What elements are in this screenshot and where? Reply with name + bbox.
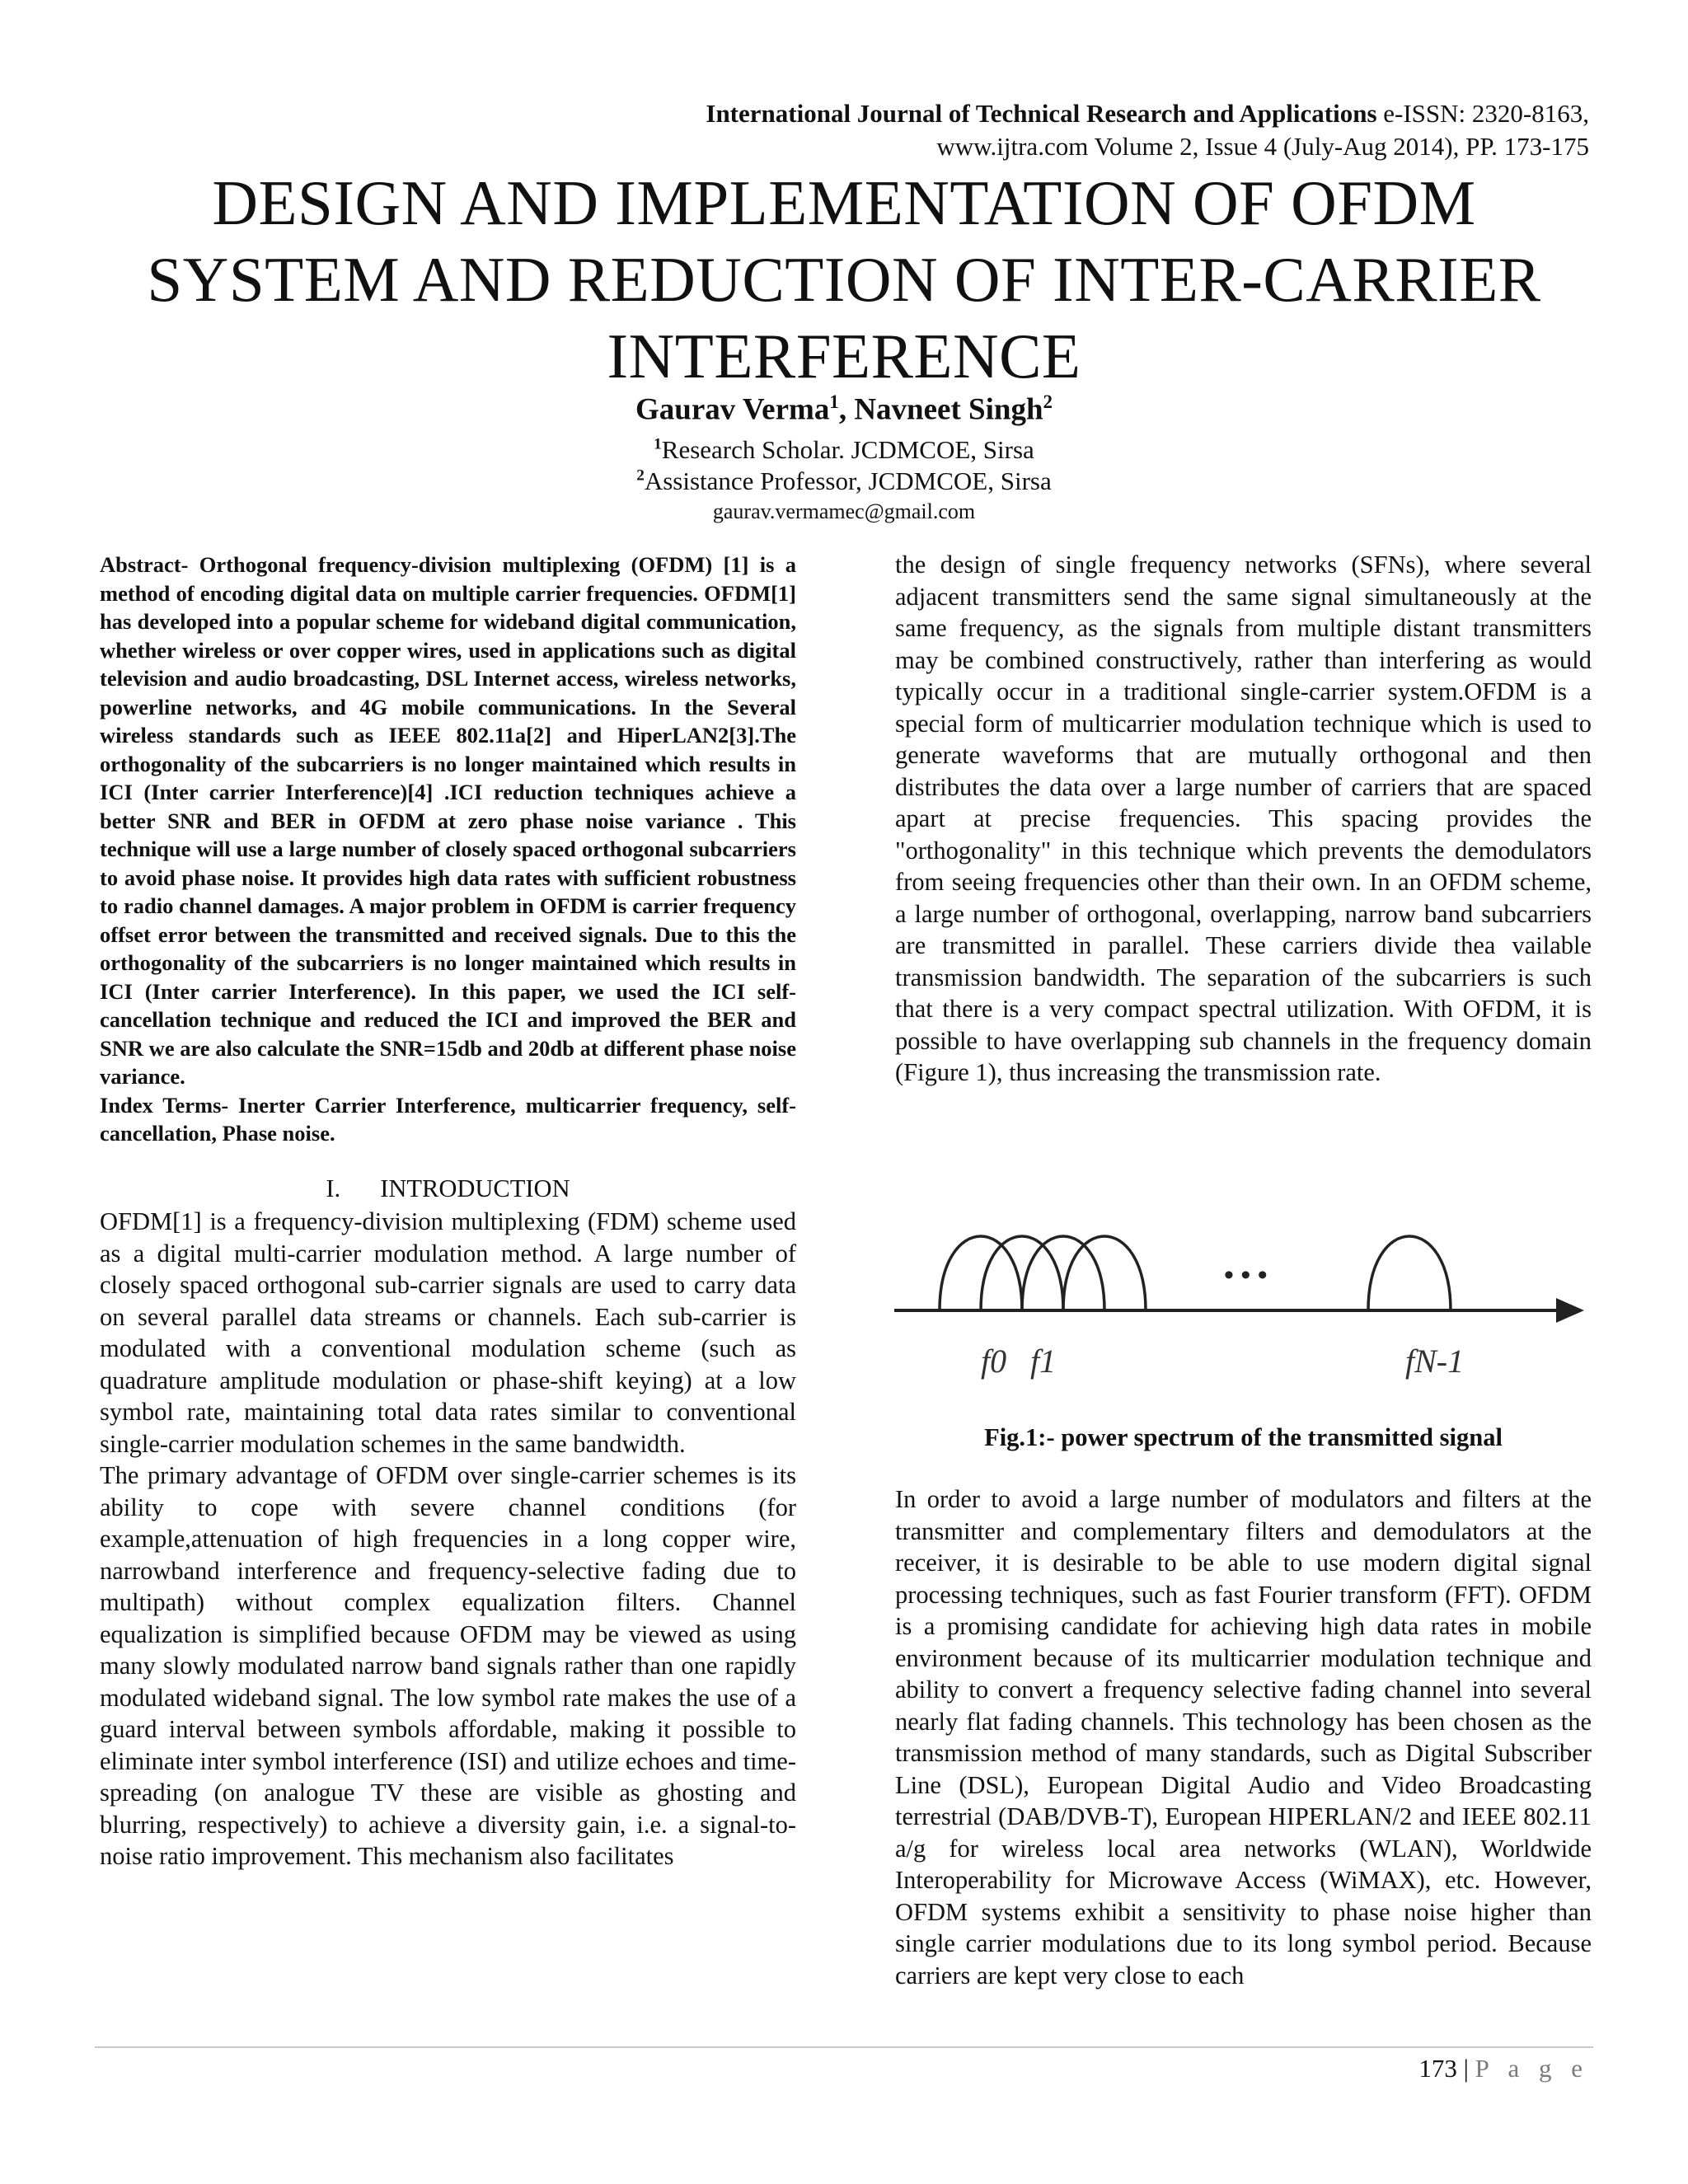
- page-label: P a g e: [1475, 2054, 1589, 2083]
- label-fn-1: fN-1: [1405, 1343, 1465, 1380]
- right-column-top: [895, 549, 1592, 1089]
- right-paragraph-1: the design of single frequency networks (SFNs), where several adjacent transmitters send the same signal simultaneously at the same frequency, as the signals from multiple distant transmitters may be combined constructively, rather than interfering as would typically occur in a traditional single-carrier system.OFDM is a special form of multicarrier modulation technique which is used to generate waveforms that are mutually orthogonal and then distributes the data over a large number of carriers that are spaced apart at precise frequencies. This spacing provides the "orthogonality" in this technique which prevents the demodulators from seeing frequencies other than their own. In an OFDM scheme, a large number of orthogonal, overlapping, narrow band subcarriers are transmitted in parallel. These carriers divide thea vailable transmission bandwidth. The separation of the subcarriers is such that there is a very compact spectral utilization. With OFDM, it is possible to have overlapping sub channels in the frequency domain (Figure 1), thus increasing the transmission rate.: [895, 551, 1592, 1086]
- section-number: I.: [326, 1174, 341, 1202]
- footer-divider: [95, 2046, 1593, 2048]
- author-1-sup: 1: [829, 391, 839, 412]
- author-email: gaurav.vermamec@gmail.com: [712, 499, 976, 523]
- right-column-bottom: [895, 1483, 1592, 1991]
- journal-header: [706, 97, 1589, 163]
- section-title: INTRODUCTION: [380, 1174, 570, 1202]
- affiliation-1-text: Research Scholar. JCDMCOE, Sirsa: [661, 435, 1034, 464]
- page-sep: |: [1456, 2054, 1475, 2083]
- index-terms: Index Terms- Inerter Carrier Interference, multicarrier frequency, self-cancellation, Phase noise.: [100, 1092, 796, 1146]
- section-heading-introduction: [100, 1173, 796, 1205]
- author-1: Gaurav Verma: [635, 392, 830, 427]
- ellipsis-dots: • • •: [1224, 1260, 1268, 1291]
- author-2-sup: 2: [1043, 391, 1053, 412]
- affiliation-1: [0, 435, 1688, 465]
- abstract-text: Abstract- Orthogonal frequency-division multiplexing (OFDM) [1] is a method of encoding digital data on multiple carrier frequencies. OFDM[1] has developed into a popular scheme for wideband digital communication, whether wireless or over copper wires, used in applications such as digital television and audio broadcasting, DSL Internet access, wireless networks, powerline networks, and 4G mobile communications. In the Several wireless standards such as IEEE 802.11a[2] and HiperLAN2[3].The orthogonality of the subcarriers is no longer maintained which results in ICI (Inter carrier Interference)[4] .ICI reduction techniques achieve a better SNR and BER in OFDM at zero phase noise variance . This technique will use a large number of closely spaced orthogonal subcarriers to avoid phase noise. It provides high data rates with sufficient robustness to radio channel damages. A major problem in OFDM is carrier frequency offset error between the transmitted and received signals. Due to this the orthogonality of the subcarriers is no longer maintained which results in ICI (Inter carrier Interference). In this paper, we used the ICI self-cancellation technique and reduced the ICI and improved the BER and SNR we are also calculate the SNR=15db and 20db at different phase noise variance.: [100, 552, 796, 1089]
- paper-title: [99, 165, 1589, 395]
- affiliation-1-sup: 1: [654, 435, 662, 453]
- authors: [0, 391, 1688, 427]
- left-column: [100, 551, 796, 1872]
- affiliation-2: [0, 466, 1688, 496]
- title-line-2: SYSTEM AND REDUCTION OF INTER-CARRIER: [147, 244, 1541, 315]
- journal-header-line1: [706, 97, 1589, 130]
- title-line-3: INTERFERENCE: [607, 321, 1081, 391]
- journal-header-line2: www.ijtra.com Volume 2, Issue 4 (July-Aug 2014), PP. 173-175: [936, 132, 1589, 161]
- journal-name: International Journal of Technical Research and Applications: [706, 99, 1377, 128]
- abstract-block: [100, 551, 796, 1148]
- journal-issn: e-ISSN: 2320-8163,: [1376, 99, 1589, 128]
- page-number: 173: [1418, 2054, 1457, 2083]
- affiliation-2-text: Assistance Professor, JCDMCOE, Sirsa: [644, 466, 1052, 495]
- subcarrier-arc-last: [1368, 1236, 1451, 1310]
- label-f1: f1: [1030, 1343, 1057, 1380]
- intro-paragraph-2: The primary advantage of OFDM over single-carrier schemes is its ability to cope with severe channel conditions (for example,attenuation of high frequencies in a long copper wire, narrowband interference and frequency-selective fading due to multipath) without complex equalization filters. Channel equalization is simplified because OFDM may be viewed as using many slowly modulated narrow band signals rather than one rapidly modulated wideband signal. The low symbol rate makes the use of a guard interval between symbols affordable, making it possible to eliminate inter symbol interference (ISI) and utilize echoes and time-spreading (on analogue TV these are visible as ghosting and blurring, respectively) to achieve a diversity gain, i.e. a signal-to-noise ratio improvement. This mechanism also facilitates: [100, 1461, 796, 1870]
- author-sep: ,: [838, 392, 855, 427]
- intro-paragraph-1: OFDM[1] is a frequency-division multiplexing (FDM) scheme used as a digital multi-carrier modulation method. A large number of closely spaced orthogonal sub-carrier signals are used to carry data on several parallel data streams or channels. Each sub-carrier is modulated with a conventional modulation scheme (such as quadrature amplitude modulation or phase-shift keying) at a low symbol rate, maintaining total data rates similar to conventional single-carrier modulation schemes in the same bandwidth.: [100, 1207, 796, 1458]
- right-paragraph-2: In order to avoid a large number of modulators and filters at the transmitter and complementary filters and demodulators at the receiver, it is desirable to be able to use modern digital signal processing techniques, such as fast Fourier transform (FFT). OFDM is a promising candidate for achieving high data rates in mobile environment because of its multicarrier modulation technique and ability to convert a frequency selective fading channel into several nearly flat fading channels. This technology has been chosen as the transmission method of many standards, such as Digital Subscriber Line (DSL), European Digital Audio and Video Broadcasting terrestrial (DAB/DVB-T), European HIPERLAN/2 and IEEE 802.11 a/g for wireless local area networks (WLAN), Worldwide Interoperability for Microwave Access (WiMAX), etc. However, OFDM systems exhibit a sensitivity to phase noise higher than single carrier modulations due to its long symbol period. Because carriers are kept very close to each: [895, 1485, 1592, 1990]
- author-2: Navneet Singh: [854, 392, 1043, 427]
- label-f0: f0: [981, 1343, 1007, 1380]
- title-line-1: DESIGN AND IMPLEMENTATION OF OFDM: [212, 167, 1476, 238]
- affiliation-2-sup: 2: [636, 466, 645, 485]
- page-footer: [1418, 2054, 1589, 2083]
- figure-power-spectrum: [890, 1195, 1591, 1401]
- figure-caption: Fig.1:- power spectrum of the transmitted signal: [984, 1423, 1503, 1451]
- axis-arrow-icon: [1556, 1298, 1584, 1323]
